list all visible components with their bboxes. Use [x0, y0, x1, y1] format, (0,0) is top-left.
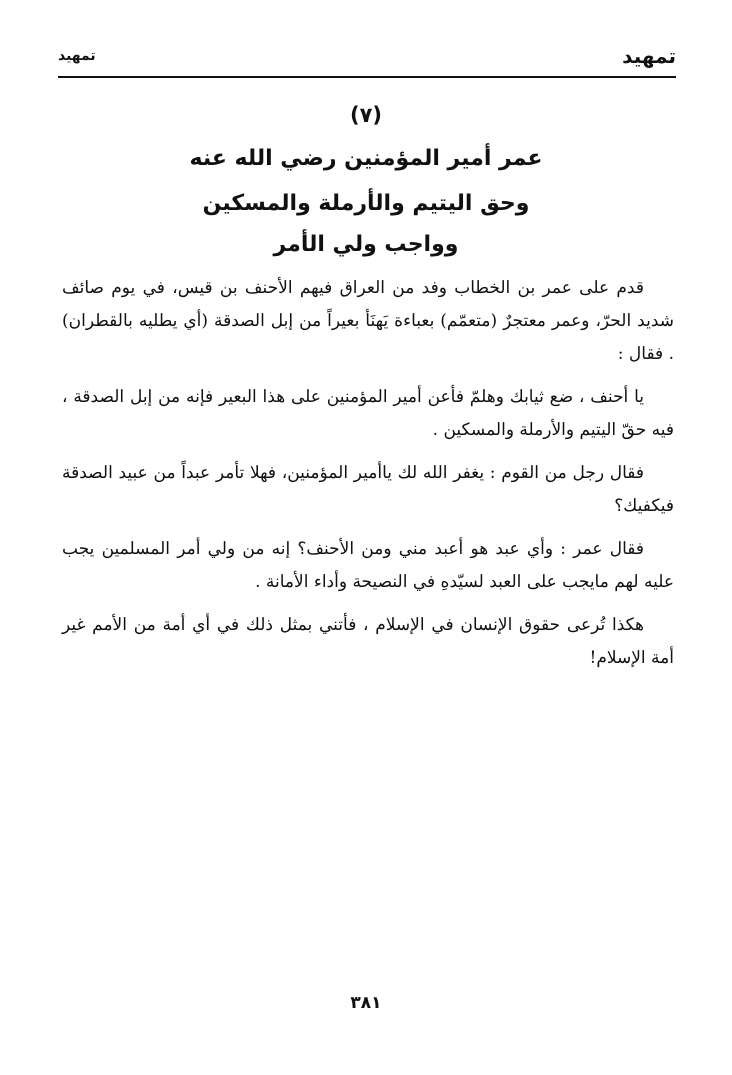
paragraph: هكذا تُرعى حقوق الإنسان في الإسلام ، فأتني بمثل ذلك في أي أمة من الأمم غير أمة الإسلام!: [62, 615, 674, 668]
paragraph: فقال رجل من القوم : يغفر الله لك ياأمير المؤمنين، فهلا تأمر عبداً من عبيد الصدقة فيكفيك؟: [62, 463, 674, 516]
chapter-number: (٧): [349, 103, 383, 127]
running-head-right: تمهيد: [622, 44, 676, 68]
chapter-title-line-1: عمر أمير المؤمنين رضي الله عنه: [189, 146, 543, 171]
page-number: ٣٨١: [350, 993, 382, 1013]
header-rule: [58, 76, 676, 78]
paragraph: يا أحنف ، ضع ثيابك وهلمّ فأعن أمير المؤمنين على هذا البعير فإنه من إبل الصدقة ، فيه حقّ اليتيم والأرملة والمسكين .: [62, 387, 674, 440]
paragraph: قدم على عمر بن الخطاب وفد من العراق فيهم الأحنف بن قيس، في يوم صائف شديد الحرّ، وعمر معتجرٌ (متعمّم) بعباءة يَهنَأ بعيراً من إبل الصدقة (أي يطليه بالقطران) . فقال :: [62, 278, 674, 364]
chapter-title-line-3: وواجب ولي الأمر: [273, 232, 459, 257]
running-head: [58, 44, 676, 72]
body-text: [62, 272, 674, 685]
paragraph: فقال عمر : وأي عبد هو أعبد مني ومن الأحنف؟ إنه من ولي أمر المسلمين يجب عليه لهم مايجب على العبد لسيّدهِ في النصيحة وأداء الأمانة .: [62, 539, 674, 592]
chapter-title-line-2: وحق اليتيم والأرملة والمسكين: [202, 191, 530, 216]
running-head-left: تمهيد: [58, 48, 96, 64]
